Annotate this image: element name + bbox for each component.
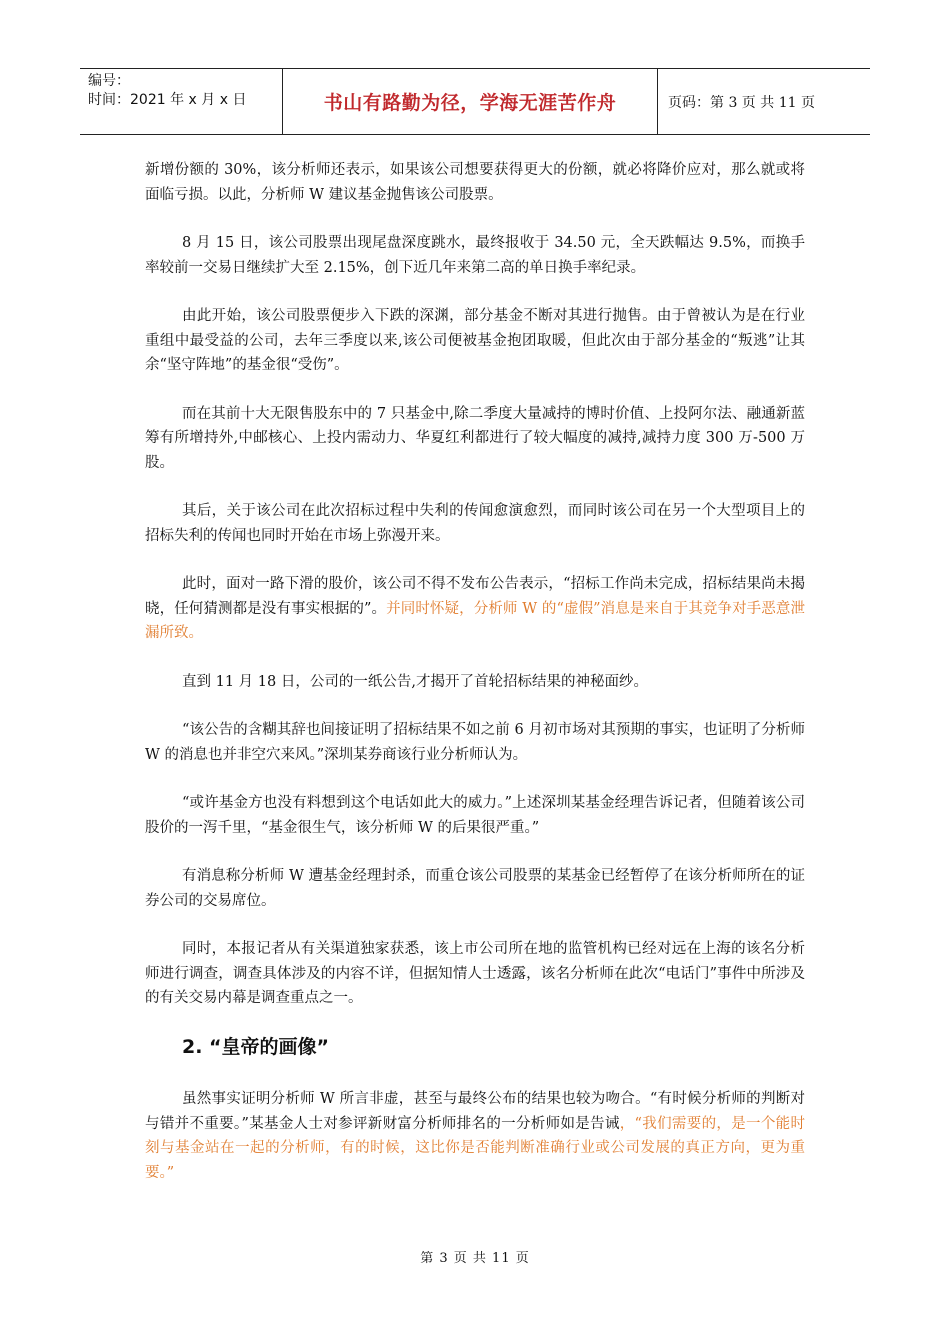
number-label: 编号： bbox=[88, 73, 130, 89]
section-heading: 2. “皇帝的画像” bbox=[182, 1035, 330, 1058]
paragraph-1: 新增份额的 30%，该分析师还表示，如果该公司想要获得更大的份额，就必将降价应对，那么就或将面临亏损。以此，分析师 W 建议基金抛售该公司股票。 bbox=[145, 162, 805, 203]
paragraph-3: 由此开始，该公司股票便步入下跌的深渊，部分基金不断对其进行抛售。由于曾被认为是在行业重组中最受益的公司，去年三季度以来,该公司便被基金抱团取暖，但此次由于部分基金的“叛逃”让其余“坚守阵地”的基金很“受伤”。 bbox=[145, 308, 805, 373]
paragraph-4: 而在其前十大无限售股东中的 7 只基金中,除二季度大量减持的博时价值、上投阿尔法、融通新蓝筹有所增持外,中邮核心、上投内需动力、华夏红利都进行了较大幅度的减持,减持力度 300 万-500 万股。 bbox=[145, 405, 805, 471]
paragraph-6-highlight: 并同时怀疑，分析师 W 的“虚假”消息是来自于其竞争对手恶意泄漏所致。 bbox=[145, 600, 805, 641]
paragraph-11: 同时，本报记者从有关渠道独家获悉，该上市公司所在地的监管机构已经对远在上海的该名分析师进行调查，调查具体涉及的内容不详，但据知情人士透露，该名分析师在此次“电话门”事件中所涉及的有关交易内幕是调查重点之一。 bbox=[145, 941, 805, 1006]
paragraph-12-text: 虽然事实证明分析师 W 所言非虚，甚至与最终公布的结果也较为吻合。“有时候分析师的判断对与错并不重要。”某基金人士对参评新财富分析师排名的一分析师如是告诫 bbox=[145, 1091, 805, 1132]
paragraph-6 bbox=[145, 572, 805, 646]
header-page-info: 页码：第 3 页 共 11 页 bbox=[668, 94, 815, 111]
paragraph-2: 8 月 15 日，该公司股票出现尾盘深度跳水，最终报收于 34.50 元，全天跌幅达 9.5%，而换手率较前一交易日继续扩大至 2.15%，创下近几年来第二高的单日换手率纪录。 bbox=[145, 235, 805, 276]
paragraph-12-highlight: ，“我们需要的，是一个能时刻与基金站在一起的分析师，有的时候，这比你是否能判断准确行业或公司发展的真正方向，更为重要。” bbox=[145, 1115, 805, 1181]
date-label: 时间：2021 年 x 月 x 日 bbox=[88, 92, 247, 108]
header-motto: 书山有路勤为径，学海无涯苦作舟 bbox=[283, 69, 658, 134]
header-meta bbox=[80, 69, 283, 134]
paragraph-8: “该公告的含糊其辞也间接证明了招标结果不如之前 6 月初市场对其预期的事实，也证明了分析师 W 的消息也并非空穴来风。”深圳某券商该行业分析师认为。 bbox=[145, 722, 805, 763]
paragraph-5: 其后，关于该公司在此次招标过程中失利的传闻愈演愈烈，而同时该公司在另一个大型项目上的招标失利的传闻也同时开始在市场上弥漫开来。 bbox=[145, 503, 805, 544]
paragraph-10: 有消息称分析师 W 遭基金经理封杀，而重仓该公司股票的某基金已经暂停了在该分析师所在的证券公司的交易席位。 bbox=[145, 868, 805, 909]
paragraph-12 bbox=[145, 1087, 805, 1185]
page-footer: 第 3 页 共 11 页 bbox=[420, 1251, 530, 1266]
document-body bbox=[145, 158, 805, 1209]
paragraph-6-text: 此时，面对一路下滑的股价，该公司不得不发布公告表示，“招标工作尚未完成，招标结果尚未揭晓，任何猜测都是没有事实根据的”。 bbox=[145, 576, 805, 617]
page-header bbox=[80, 68, 870, 135]
paragraph-7: 直到 11 月 18 日，公司的一纸公告,才揭开了首轮招标结果的神秘面纱。 bbox=[182, 673, 648, 690]
paragraph-9: “或许基金方也没有料想到这个电话如此大的威力。”上述深圳某基金经理告诉记者，但随着该公司股价的一泻千里，“基金很生气，该分析师 W 的后果很严重。” bbox=[145, 795, 805, 836]
